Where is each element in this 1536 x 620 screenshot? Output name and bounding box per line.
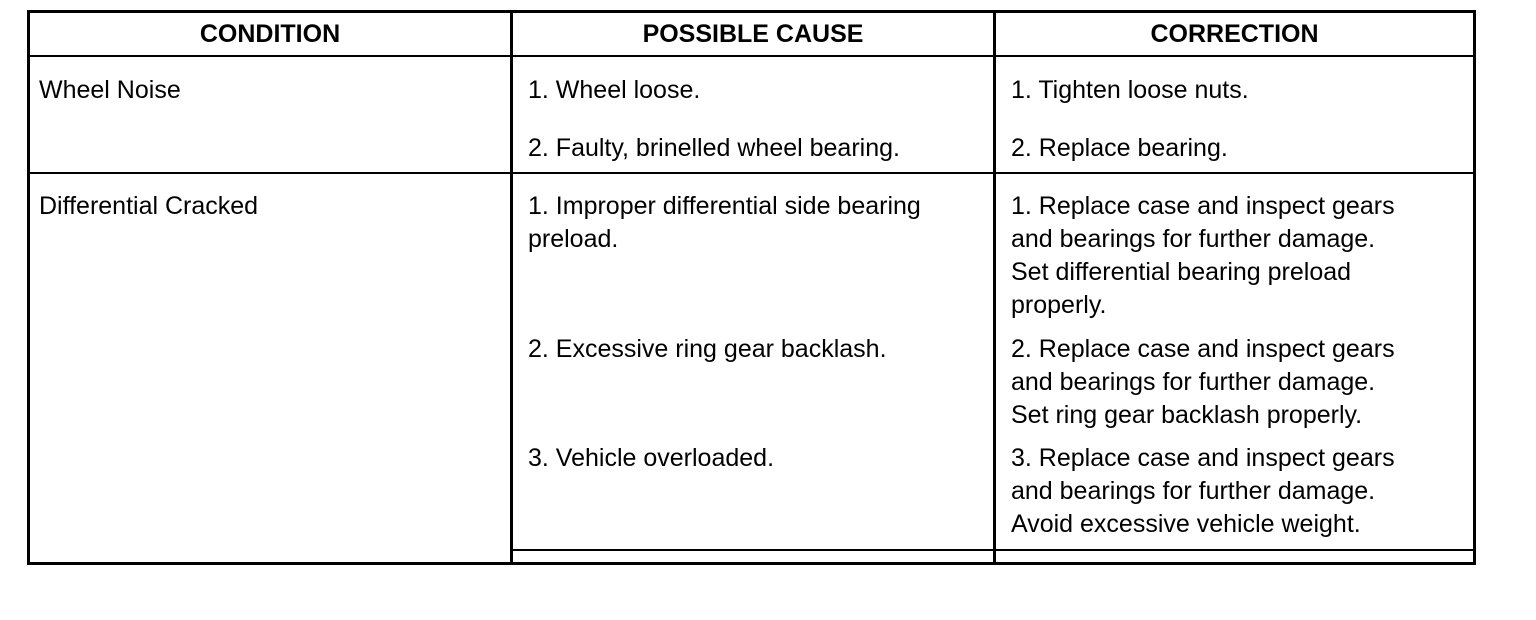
column-divider: [993, 13, 996, 562]
correction-cell: 1. Tighten loose nuts.: [1011, 76, 1249, 104]
header-possible-cause: POSSIBLE CAUSE: [642, 20, 864, 48]
condition-cell: Differential Cracked: [39, 192, 259, 220]
header-condition: CONDITION: [199, 20, 341, 48]
condition-cell: Wheel Noise: [39, 76, 181, 104]
cause-cell: 2. Excessive ring gear backlash.: [528, 335, 887, 363]
cause-cell: 1. Wheel loose.: [528, 76, 701, 104]
correction-cell: 1. Replace case and inspect gears and bearings for further damage. Set differential bearing preload properly.: [1011, 192, 1395, 319]
cause-cell: 2. Faulty, brinelled wheel bearing.: [528, 134, 900, 162]
cause-cell: 1. Improper differential side bearing preload.: [528, 192, 921, 253]
column-divider: [510, 13, 513, 562]
diagnosis-table: [27, 10, 1476, 565]
correction-cell: 2. Replace case and inspect gears and bearings for further damage. Set ring gear backlash properly.: [1011, 335, 1395, 429]
row-divider-bottom: [510, 549, 1473, 551]
row-divider: [30, 172, 1473, 174]
cause-cell: 3. Vehicle overloaded.: [528, 444, 775, 472]
correction-cell: 3. Replace case and inspect gears and bearings for further damage. Avoid excessive vehicle weight.: [1011, 444, 1395, 538]
header-correction: CORRECTION: [1150, 20, 1319, 48]
correction-cell: 2. Replace bearing.: [1011, 134, 1228, 162]
